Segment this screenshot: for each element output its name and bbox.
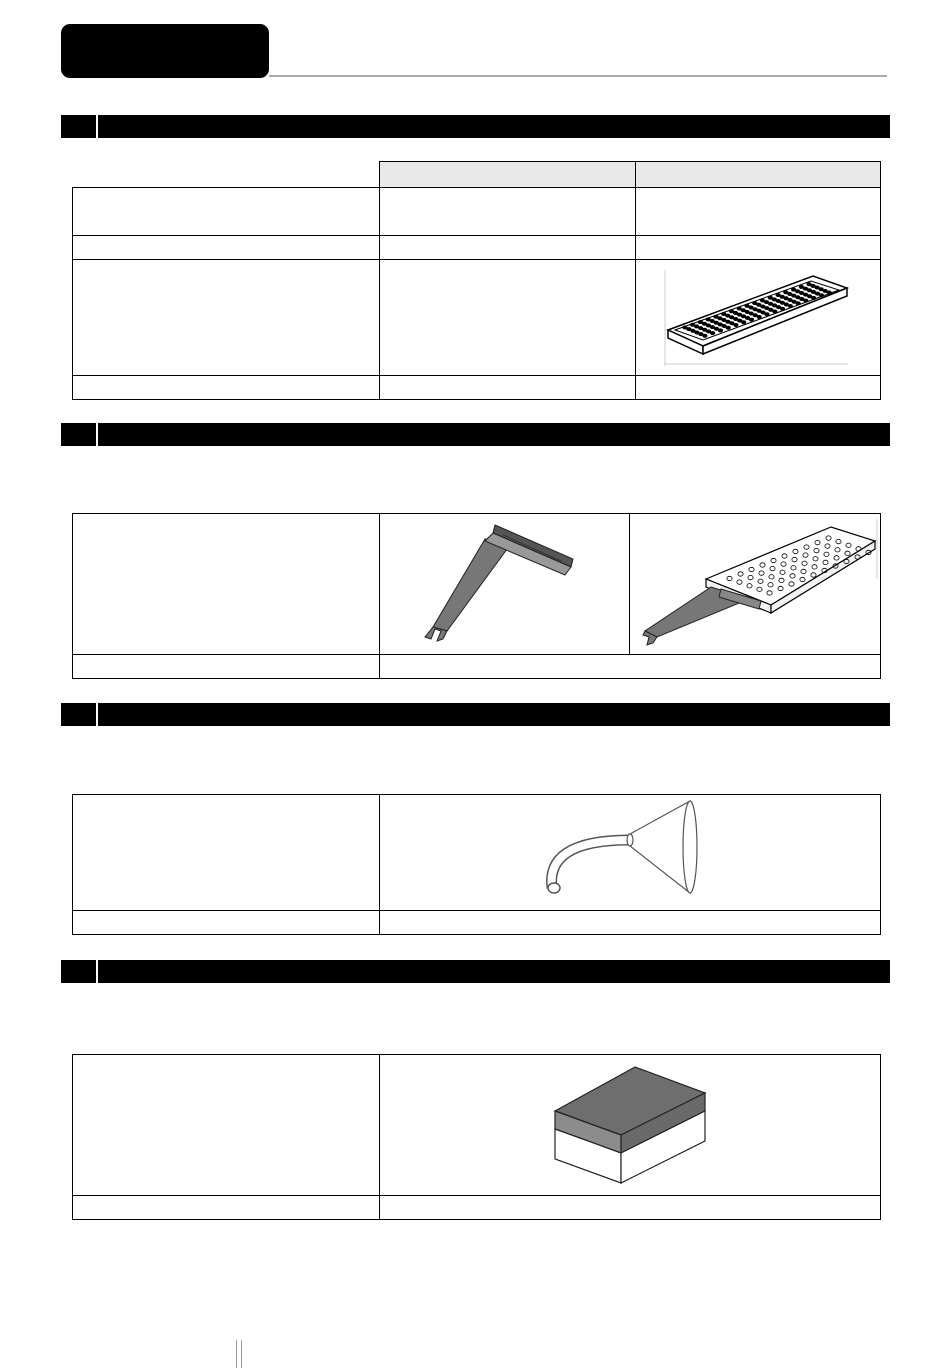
- footer-divider: [236, 1340, 242, 1368]
- section-separator: [96, 423, 98, 446]
- table-row: [73, 260, 881, 376]
- table-row: [73, 188, 881, 236]
- table-cell: [636, 376, 881, 400]
- table-row: [73, 1055, 881, 1196]
- section-2-bar: [61, 423, 890, 446]
- table-cell: [73, 260, 380, 376]
- table-cell: [380, 376, 636, 400]
- section-4-table: [72, 1054, 881, 1220]
- tray-with-handle-icon: [631, 519, 879, 649]
- section-1-bar: [61, 115, 890, 138]
- table-row: [73, 911, 881, 935]
- table-cell: [380, 260, 636, 376]
- section-1-table: [72, 161, 881, 400]
- table-cell: [73, 795, 380, 911]
- table-cell: [380, 236, 636, 260]
- table-cell: [73, 514, 380, 655]
- column-header: [636, 162, 881, 188]
- table-image-cell: [380, 514, 630, 655]
- table-row: [73, 514, 881, 655]
- table-image-cell: [636, 260, 881, 376]
- column-header: [380, 162, 636, 188]
- table-row: [73, 236, 881, 260]
- empty-header-cell: [73, 162, 380, 188]
- table-cell: [73, 236, 380, 260]
- table-row: [73, 655, 881, 679]
- table-row: [73, 795, 881, 911]
- chapter-title-tab: [61, 24, 269, 78]
- section-separator: [96, 960, 98, 983]
- table-cell: [73, 1055, 380, 1196]
- table-cell: [380, 1196, 881, 1220]
- title-rule: [269, 75, 887, 77]
- tray-handle-icon: [385, 519, 625, 649]
- section-3-table: [72, 794, 881, 935]
- perforated-tray-icon: [663, 268, 853, 368]
- section-4-number: [65, 964, 95, 981]
- table-cell: [73, 188, 380, 236]
- table-image-cell: [380, 1055, 881, 1196]
- table-image-cell: [380, 795, 881, 911]
- funnel-tube-icon: [540, 798, 720, 908]
- table-image-cell: [630, 514, 881, 655]
- section-3-number: [65, 707, 95, 724]
- section-2-number: [65, 427, 95, 444]
- section-separator: [96, 703, 98, 726]
- table-cell: [380, 188, 636, 236]
- section-1-number: [65, 119, 95, 136]
- table-row: [73, 376, 881, 400]
- section-2-table: [72, 513, 881, 679]
- table-cell: [73, 1196, 380, 1220]
- sponge-block-icon: [545, 1063, 715, 1188]
- section-3-bar: [61, 703, 890, 726]
- table-cell: [636, 188, 881, 236]
- table-cell: [73, 376, 380, 400]
- section-separator: [96, 115, 98, 138]
- table-cell: [380, 911, 881, 935]
- table-cell: [636, 236, 881, 260]
- table-cell: [73, 655, 380, 679]
- section-4-bar: [61, 960, 890, 983]
- table-cell: [380, 655, 881, 679]
- table-row: [73, 1196, 881, 1220]
- table-cell: [73, 911, 380, 935]
